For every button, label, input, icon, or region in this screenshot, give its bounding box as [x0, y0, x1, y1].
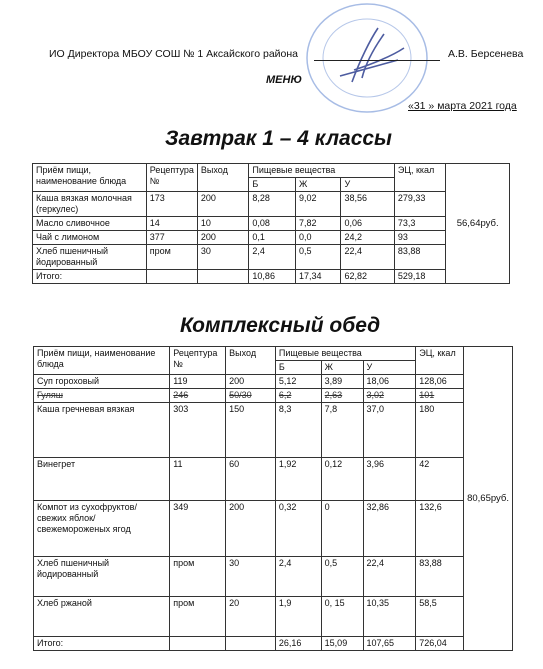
dish-carbs: 22,4 — [363, 557, 416, 597]
dish-recipe: 246 — [170, 389, 226, 403]
breakfast-price: 56,64руб. — [446, 164, 510, 284]
dish-carbs: 24,2 — [341, 231, 394, 245]
dish-recipe: 14 — [146, 217, 197, 231]
dish-name: Масло сливочное — [33, 217, 147, 231]
breakfast-title: Завтрак 1 – 4 классы — [165, 127, 392, 150]
header-recipe: Рецептура № — [146, 164, 197, 192]
header-yield: Выход — [226, 347, 276, 375]
dish-recipe: пром — [170, 597, 226, 637]
dish-name: Компот из сухофруктов/свежих яблок/свежемороженых ягод — [34, 501, 170, 557]
dish-energy: 73,3 — [394, 217, 446, 231]
dish-name: Хлеб пшеничный йодированный — [34, 557, 170, 597]
dish-yield: 10 — [197, 217, 249, 231]
total-empty — [170, 637, 226, 651]
total-empty — [226, 637, 276, 651]
dish-protein: 0,1 — [249, 231, 296, 245]
dish-protein: 0,32 — [275, 501, 321, 557]
dish-recipe: 119 — [170, 375, 226, 389]
lunch-title: Комплексный обед — [180, 314, 381, 337]
dish-fat: 0,5 — [295, 245, 341, 270]
dish-carbs: 0,06 — [341, 217, 394, 231]
total-row — [33, 270, 510, 284]
dish-yield: 50/30 — [226, 389, 276, 403]
approval-date: «31 » марта 2021 года — [408, 100, 517, 112]
total-empty — [197, 270, 249, 284]
dish-yield: 30 — [197, 245, 249, 270]
table-row — [33, 217, 510, 231]
dish-protein: 1,9 — [275, 597, 321, 637]
dish-energy: 42 — [416, 458, 464, 501]
table-row — [34, 403, 513, 458]
dish-energy: 132,6 — [416, 501, 464, 557]
lunch-table — [33, 346, 513, 651]
dish-energy: 93 — [394, 231, 446, 245]
table-row — [33, 231, 510, 245]
signature-line — [314, 60, 440, 61]
dish-carbs: 22,4 — [341, 245, 394, 270]
dish-name: Суп гороховый — [34, 375, 170, 389]
dish-name: Чай с лимоном — [33, 231, 147, 245]
header-energy: ЭЦ, ккал — [416, 347, 464, 375]
dish-name: Винегрет — [34, 458, 170, 501]
total-empty — [146, 270, 197, 284]
header-meal: Приём пищи, наименование блюда — [34, 347, 170, 375]
dish-recipe: 349 — [170, 501, 226, 557]
dish-name: Гуляш — [34, 389, 170, 403]
dish-fat: 3,89 — [321, 375, 363, 389]
header-fat: Ж — [321, 361, 363, 375]
dish-carbs: 10,35 — [363, 597, 416, 637]
lunch-price: 80,65руб. — [464, 347, 513, 651]
dish-yield: 200 — [226, 501, 276, 557]
dish-fat: 2,63 — [321, 389, 363, 403]
dish-recipe: 11 — [170, 458, 226, 501]
header-carbs: У — [363, 361, 416, 375]
dish-carbs: 32,86 — [363, 501, 416, 557]
total-fat: 15,09 — [321, 637, 363, 651]
dish-protein: 8,28 — [249, 192, 296, 217]
dish-protein: 0,08 — [249, 217, 296, 231]
dish-recipe: 173 — [146, 192, 197, 217]
total-carbs: 107,65 — [363, 637, 416, 651]
director-title: ИО Директора МБОУ СОШ № 1 Аксайского района — [49, 48, 299, 60]
dish-fat: 7,8 — [321, 403, 363, 458]
table-row-struck — [34, 389, 513, 403]
table-row — [34, 458, 513, 501]
header-carbs: У — [341, 178, 394, 192]
total-energy: 726,04 — [416, 637, 464, 651]
dish-name: Хлеб ржаной — [34, 597, 170, 637]
header-recipe: Рецептура № — [170, 347, 226, 375]
dish-yield: 200 — [197, 231, 249, 245]
table-row — [34, 375, 513, 389]
header-protein: Б — [275, 361, 321, 375]
dish-carbs: 3,02 — [363, 389, 416, 403]
dish-name: Каша гречневая вязкая — [34, 403, 170, 458]
dish-carbs: 18,06 — [363, 375, 416, 389]
total-carbs: 62,82 — [341, 270, 394, 284]
dish-fat: 0,0 — [295, 231, 341, 245]
total-label: Итого: — [33, 270, 147, 284]
dish-protein: 1,92 — [275, 458, 321, 501]
table-row — [34, 557, 513, 597]
dish-fat: 9,02 — [295, 192, 341, 217]
dish-yield: 200 — [197, 192, 249, 217]
dish-fat: 0, 15 — [321, 597, 363, 637]
total-row — [34, 637, 513, 651]
dish-energy: 58,5 — [416, 597, 464, 637]
dish-protein: 8,3 — [275, 403, 321, 458]
menu-heading: МЕНЮ — [266, 74, 302, 86]
dish-carbs: 3,96 — [363, 458, 416, 501]
dish-energy: 83,88 — [394, 245, 446, 270]
dish-protein: 2,4 — [249, 245, 296, 270]
table-row — [34, 501, 513, 557]
dish-protein: 5,12 — [275, 375, 321, 389]
table-header-row — [33, 164, 510, 178]
table-header-row — [34, 347, 513, 361]
dish-fat: 7,82 — [295, 217, 341, 231]
header-meal: Приём пищи, наименование блюда — [33, 164, 147, 192]
total-label: Итого: — [34, 637, 170, 651]
dish-name: Хлеб пшеничный йодированный — [33, 245, 147, 270]
dish-energy: 279,33 — [394, 192, 446, 217]
dish-energy: 180 — [416, 403, 464, 458]
table-row — [33, 192, 510, 217]
dish-protein: 2,4 — [275, 557, 321, 597]
header-energy: ЭЦ, ккал — [394, 164, 446, 192]
total-protein: 10,86 — [249, 270, 296, 284]
header-yield: Выход — [197, 164, 249, 192]
director-name: А.В. Берсенева — [448, 48, 524, 60]
header-protein: Б — [249, 178, 296, 192]
dish-yield: 200 — [226, 375, 276, 389]
dish-yield: 20 — [226, 597, 276, 637]
header-fat: Ж — [295, 178, 341, 192]
dish-energy: 101 — [416, 389, 464, 403]
table-row — [34, 597, 513, 637]
dish-fat: 0,5 — [321, 557, 363, 597]
dish-recipe: пром — [146, 245, 197, 270]
header-nutrients: Пищевые вещества — [249, 164, 394, 178]
total-energy: 529,18 — [394, 270, 446, 284]
dish-fat: 0 — [321, 501, 363, 557]
dish-recipe: 377 — [146, 231, 197, 245]
dish-energy: 128,06 — [416, 375, 464, 389]
dish-carbs: 37,0 — [363, 403, 416, 458]
dish-yield: 60 — [226, 458, 276, 501]
dish-yield: 30 — [226, 557, 276, 597]
dish-fat: 0,12 — [321, 458, 363, 501]
header-nutrients: Пищевые вещества — [275, 347, 415, 361]
breakfast-table — [32, 163, 510, 284]
dish-name: Каша вязкая молочная (геркулес) — [33, 192, 147, 217]
dish-carbs: 38,56 — [341, 192, 394, 217]
total-fat: 17,34 — [295, 270, 341, 284]
total-protein: 26,16 — [275, 637, 321, 651]
dish-protein: 6,2 — [275, 389, 321, 403]
dish-energy: 83,88 — [416, 557, 464, 597]
dish-recipe: пром — [170, 557, 226, 597]
table-row — [33, 245, 510, 270]
dish-recipe: 303 — [170, 403, 226, 458]
dish-yield: 150 — [226, 403, 276, 458]
